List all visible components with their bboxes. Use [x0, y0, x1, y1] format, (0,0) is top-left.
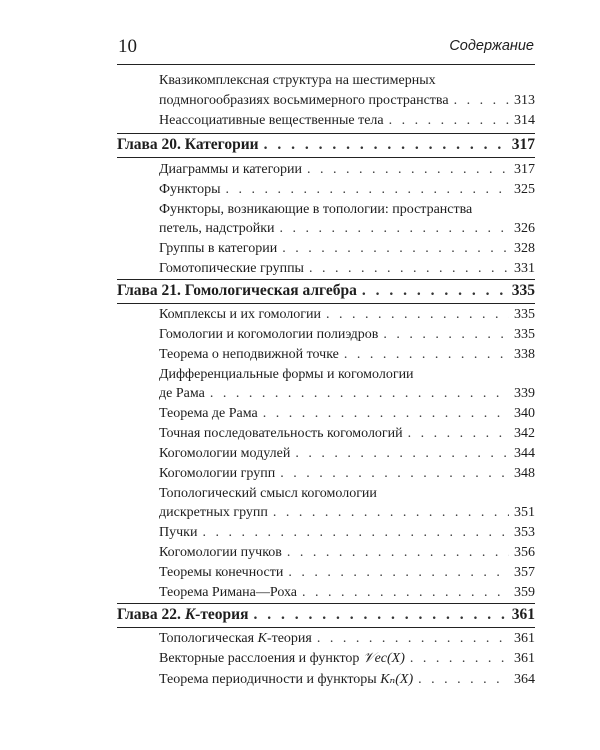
toc-page-number: 348	[514, 466, 535, 481]
toc-entry-title: Теорема Римана—Роха	[159, 585, 298, 600]
toc-page-number: 361	[511, 606, 535, 623]
toc-entry-differential-forms	[159, 386, 535, 402]
toc-chapter-20	[117, 136, 535, 154]
toc-page-number: 313	[514, 93, 535, 108]
toc-entry-title: Векторные расслоения и функтор 𝒱ec(X)	[159, 651, 405, 666]
chapter-rule-bottom	[117, 627, 535, 628]
toc-entry-exact-sequence	[159, 426, 535, 442]
toc-entry-title: Комплексы и их гомологии	[159, 307, 321, 322]
toc-entry-title: Когомологии модулей	[159, 446, 291, 461]
toc-entry-differential-forms-line1: Дифференциальные формы и когомологии	[159, 367, 414, 382]
toc-page-number: 326	[514, 221, 535, 236]
toc-page-number: 331	[514, 261, 535, 276]
toc-page-number: 342	[514, 426, 535, 441]
toc-entry-sheaves	[159, 525, 535, 541]
toc-page-number: 317	[511, 136, 535, 153]
toc-entry-title: Диаграммы и категории	[159, 162, 302, 177]
toc-page-number: 339	[514, 386, 535, 401]
toc-entry-title: Теоремы конечности	[159, 565, 284, 580]
toc-entry-groups-in-category	[159, 241, 535, 257]
toc-entry-finiteness	[159, 565, 535, 581]
toc-page-number: 344	[514, 446, 535, 461]
toc-entry-topological-meaning-line1: Топологический смысл когомологии	[159, 486, 377, 501]
toc-entry-riemann-roch	[159, 585, 535, 601]
chapter-title: Глава 22. K-теория	[117, 606, 249, 623]
toc-page-number: 325	[514, 182, 535, 197]
toc-page-number: 338	[514, 347, 535, 362]
toc-entry-nonassociative	[159, 113, 535, 129]
chapter-title: Глава 21. Гомологическая алгебра	[117, 282, 357, 299]
toc-entry-title: Точная последовательность когомологий	[159, 426, 403, 441]
toc-page-number: 351	[514, 505, 535, 520]
toc-entry-title: де Рама	[159, 386, 205, 401]
toc-entry-functors	[159, 182, 535, 198]
chapter-rule-bottom	[117, 303, 535, 304]
toc-page-number: 335	[514, 327, 535, 342]
toc-entry-title: Теорема о неподвижной точке	[159, 347, 339, 362]
toc-entry-topology-functors	[159, 221, 535, 237]
toc-entry-title: Когомологии групп	[159, 466, 276, 481]
toc-page-number: 335	[511, 282, 535, 299]
chapter-rule-top	[117, 603, 535, 604]
page-number: 10	[118, 36, 137, 57]
toc-entry-title: Теорема де Рама	[159, 406, 258, 421]
toc-page-number: 356	[514, 545, 535, 560]
toc-page-number: 357	[514, 565, 535, 580]
toc-page-number: 340	[514, 406, 535, 421]
toc-page-number: 335	[514, 307, 535, 322]
toc-entry-topological-meaning	[159, 505, 535, 521]
toc-page-number: 361	[514, 631, 535, 646]
toc-entry-quasicomplex-line1: Квазикомплексная структура на шестимерных	[159, 73, 436, 88]
running-head: Содержание	[449, 38, 534, 54]
toc-entry-fixed-point	[159, 347, 535, 363]
toc-entry-title: Неассоциативные вещественные тела	[159, 113, 384, 128]
toc-entry-title: Теорема периодичности и функторы Kₙ(X)	[159, 672, 414, 687]
toc-entry-homotopy-groups	[159, 261, 535, 277]
toc-entry-title: петель, надстройки	[159, 221, 275, 236]
toc-chapter-21	[117, 282, 535, 300]
toc-entry-complexes	[159, 307, 535, 323]
toc-entry-title: Гомологии и когомологии полиэдров	[159, 327, 379, 342]
toc-page-number: 359	[514, 585, 535, 600]
toc-entry-periodicity	[159, 671, 535, 688]
toc-entry-title: дискретных групп	[159, 505, 268, 520]
toc-entry-sheaf-cohomology	[159, 545, 535, 561]
toc-entry-title: Группы в категории	[159, 241, 278, 256]
toc-entry-quasicomplex	[159, 93, 535, 109]
toc-page-number: 328	[514, 241, 535, 256]
toc-entry-topology-functors-line1: Функторы, возникающие в топологии: пространства	[159, 202, 473, 217]
toc-entry-title: Функторы	[159, 182, 221, 197]
toc-entry-topological-k-theory	[159, 631, 535, 647]
toc-chapter-22	[117, 606, 535, 624]
chapter-rule-top	[117, 133, 535, 134]
toc-page-number: 317	[514, 162, 535, 177]
toc-page-number: 314	[514, 113, 535, 128]
toc-entry-title: подмногообразиях восьмимерного пространства	[159, 93, 449, 108]
toc-entry-title: Топологическая K-теория	[159, 631, 312, 646]
toc-entry-de-rham-theorem	[159, 406, 535, 422]
toc-page-number: 361	[514, 651, 535, 666]
toc-page-number: 353	[514, 525, 535, 540]
toc-entry-module-cohomology	[159, 446, 535, 462]
toc-page-number: 364	[514, 672, 535, 687]
chapter-rule-bottom	[117, 157, 535, 158]
chapter-title: Глава 20. Категории	[117, 136, 259, 153]
toc-entry-vector-bundles	[159, 651, 535, 667]
header-rule	[117, 64, 535, 65]
toc-entry-title: Пучки	[159, 525, 198, 540]
toc-entry-polyhedra	[159, 327, 535, 343]
chapter-rule-top	[117, 279, 535, 280]
toc-entry-group-cohomology	[159, 466, 535, 482]
toc-entry-diagrams	[159, 162, 535, 178]
toc-entry-title: Гомотопические группы	[159, 261, 304, 276]
toc-entry-title: Когомологии пучков	[159, 545, 282, 560]
